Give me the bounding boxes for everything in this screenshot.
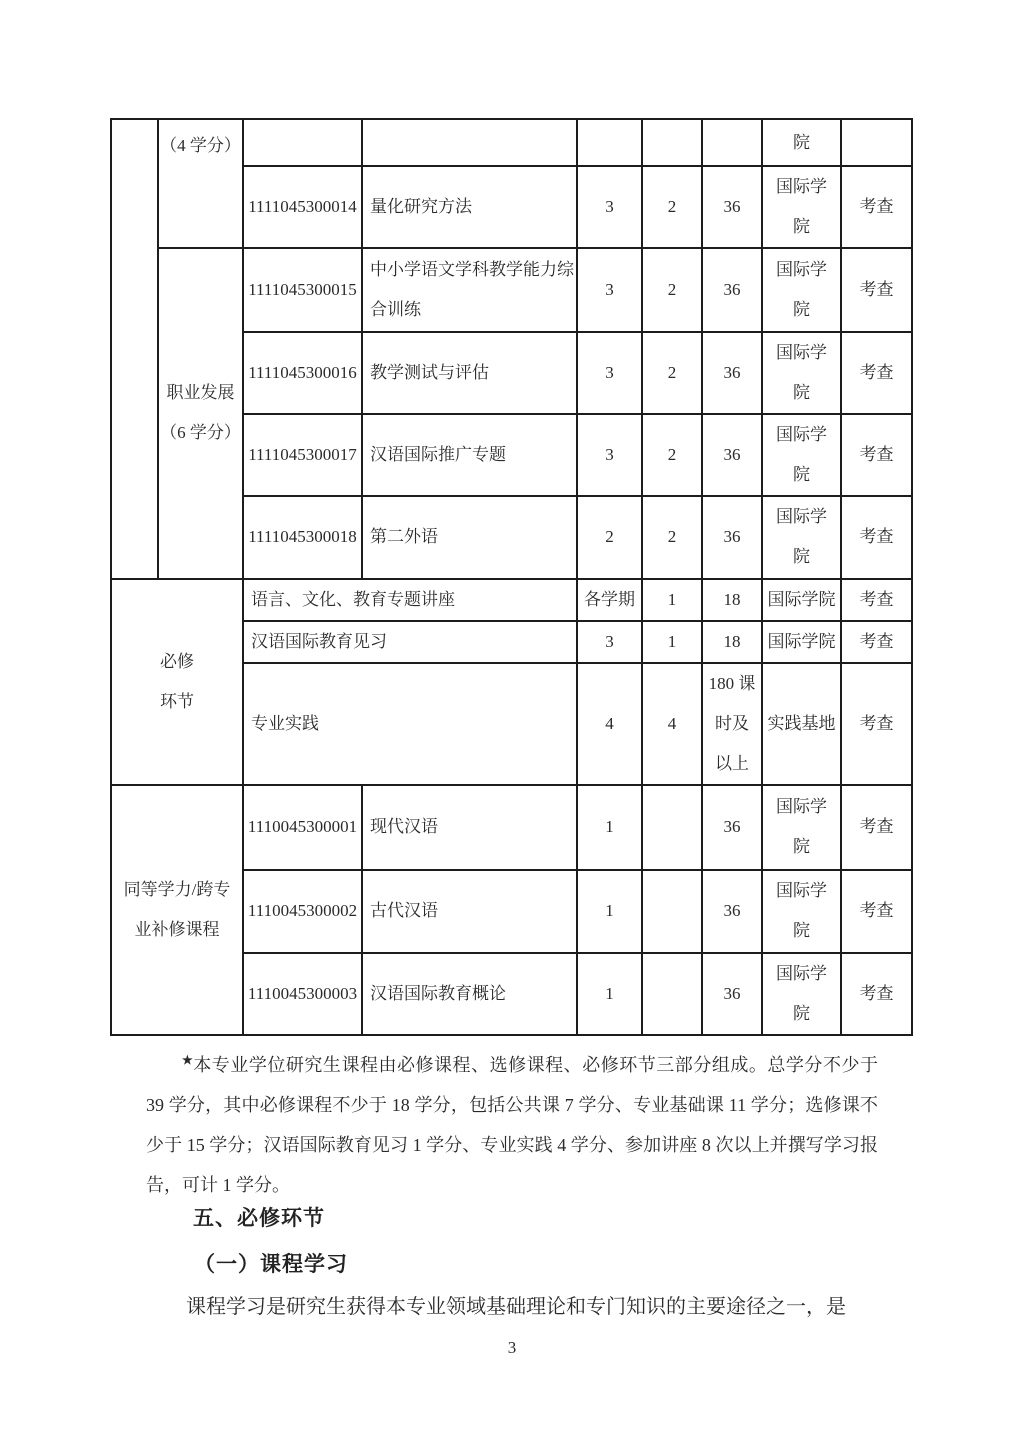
course-name-cell: 汉语国际教育见习 — [243, 621, 577, 663]
group-label-text: 职业发展 — [166, 383, 235, 403]
department-text: 国际学院 — [776, 177, 827, 236]
department-text: 国际学院 — [776, 424, 827, 484]
assessment-cell: 考查 — [841, 621, 912, 663]
course-code-cell: 1110045300003 — [243, 953, 362, 1035]
credits-cell — [642, 785, 702, 870]
semester-cell: 3 — [577, 414, 642, 496]
hours-cell — [702, 663, 762, 785]
semester-cell: 3 — [577, 166, 642, 248]
course-name-cell: 专业实践 — [243, 663, 577, 785]
course-name-cell: 教学测试与评估 — [362, 332, 577, 414]
group-label-text: 环节 — [160, 691, 194, 711]
department-cell — [762, 248, 841, 332]
assessment-cell: 考查 — [841, 785, 912, 870]
star-marker: ★ — [182, 1053, 194, 1067]
semester-cell: 3 — [577, 332, 642, 414]
empty-cell — [841, 119, 912, 166]
footnote-text: 本专业学位研究生课程由必修课程、选修课程、必修环节三部分组成。总学分不少于 — [193, 1055, 878, 1075]
department-cell — [762, 332, 841, 414]
department-cell — [762, 870, 841, 953]
hours-cell: 36 — [702, 166, 762, 248]
section-heading: 五、必修环节 — [193, 1207, 325, 1230]
hours-cell: 18 — [702, 579, 762, 621]
table-row — [111, 248, 912, 332]
assessment-cell: 考查 — [841, 663, 912, 785]
hours-cell: 36 — [702, 414, 762, 496]
semester-cell: 4 — [577, 663, 642, 785]
group-label-equivalency-makeup — [111, 785, 243, 1035]
department-cell — [762, 953, 841, 1035]
table-row — [111, 119, 912, 166]
assessment-cell: 考查 — [841, 166, 912, 248]
group-label-text: （4 学分） — [160, 136, 241, 155]
hours-cell: 36 — [702, 870, 762, 953]
footnote-line: 39 学分，其中必修课程不少于 18 学分，包括公共课 7 学分、专业基础课 11 学分；选修课不 — [146, 1095, 878, 1115]
group-label-text: 业补修课程 — [134, 919, 220, 939]
table-row — [111, 785, 912, 870]
credits-cell — [642, 870, 702, 953]
hours-cell: 36 — [702, 785, 762, 870]
body-paragraph: 课程学习是研究生获得本专业领域基础理论和专门知识的主要途径之一，是 — [186, 1296, 846, 1318]
hours-cell: 36 — [702, 496, 762, 579]
group-label-4-credits — [158, 119, 243, 248]
department-cell — [762, 785, 841, 870]
semester-cell: 3 — [577, 621, 642, 663]
department-cell: 实践基地 — [762, 663, 841, 785]
assessment-cell: 考查 — [841, 953, 912, 1035]
credits-cell: 2 — [642, 496, 702, 579]
credits-cell: 2 — [642, 248, 702, 332]
department-text: 国际学院 — [776, 963, 827, 1023]
course-code-cell: 1111045300017 — [243, 414, 362, 496]
assessment-cell: 考查 — [841, 870, 912, 953]
group-label-required-module — [111, 579, 243, 785]
assessment-cell: 考查 — [841, 332, 912, 414]
group-label-career-development — [158, 248, 243, 579]
course-code-cell: 1111045300014 — [243, 166, 362, 248]
empty-cell — [642, 119, 702, 166]
course-name-cell: 汉语国际教育概论 — [362, 953, 577, 1035]
semester-cell: 1 — [577, 953, 642, 1035]
assessment-cell: 考查 — [841, 414, 912, 496]
hours-cell: 36 — [702, 953, 762, 1035]
course-plan-table — [110, 118, 913, 1036]
course-name-cell: 中小学语文学科教学能力综合训练 — [362, 248, 577, 332]
course-code-cell: 1110045300002 — [243, 870, 362, 953]
assessment-cell: 考查 — [841, 248, 912, 332]
subsection-heading: （一）课程学习 — [194, 1253, 348, 1276]
course-name-cell: 语言、文化、教育专题讲座 — [243, 579, 577, 621]
footnote — [146, 1040, 878, 1205]
footnote-line: 告，可计 1 学分。 — [146, 1175, 290, 1195]
semester-cell: 各学期 — [577, 579, 642, 621]
course-code-cell: 1111045300015 — [243, 248, 362, 332]
table-row — [111, 579, 912, 621]
empty-cell — [702, 119, 762, 166]
course-code-cell: 1111045300016 — [243, 332, 362, 414]
credits-cell: 4 — [642, 663, 702, 785]
credits-cell: 1 — [642, 579, 702, 621]
semester-cell: 2 — [577, 496, 642, 579]
semester-cell: 3 — [577, 248, 642, 332]
credits-cell: 2 — [642, 166, 702, 248]
department-cell — [762, 166, 841, 248]
department-text: 国际学院 — [776, 342, 827, 402]
department-cell — [762, 496, 841, 579]
department-cell — [762, 414, 841, 496]
department-cell: 国际学院 — [762, 621, 841, 663]
course-code-cell: 1111045300018 — [243, 496, 362, 579]
course-name-cell: 第二外语 — [362, 496, 577, 579]
hours-text: 180 课时及以上 — [708, 673, 756, 773]
course-name-cell: 古代汉语 — [362, 870, 577, 953]
hours-cell: 36 — [702, 248, 762, 332]
credits-cell: 2 — [642, 332, 702, 414]
footnote-line — [146, 1040, 878, 1085]
course-code-cell: 1110045300001 — [243, 785, 362, 870]
empty-cell — [362, 119, 577, 166]
department-text: 国际学院 — [776, 881, 827, 941]
credits-cell: 2 — [642, 414, 702, 496]
department-text: 国际学院 — [776, 259, 827, 319]
credits-cell — [642, 953, 702, 1035]
assessment-cell: 考查 — [841, 496, 912, 579]
hours-cell: 36 — [702, 332, 762, 414]
credits-cell: 1 — [642, 621, 702, 663]
empty-cell — [577, 119, 642, 166]
empty-cell — [243, 119, 362, 166]
page-number: 3 — [507, 1338, 517, 1357]
semester-cell: 1 — [577, 785, 642, 870]
group-label-text: 必修 — [160, 651, 194, 671]
semester-cell: 1 — [577, 870, 642, 953]
footnote-line: 少于 15 学分；汉语国际教育见习 1 学分、专业实践 4 学分、参加讲座 8 次以上并撰写学习报 — [146, 1135, 878, 1155]
course-name-cell: 现代汉语 — [362, 785, 577, 870]
group-label-text: （6 学分） — [160, 423, 241, 443]
department-text: 国际学院 — [776, 797, 827, 857]
course-name-cell: 汉语国际推广专题 — [362, 414, 577, 496]
hours-cell: 18 — [702, 621, 762, 663]
course-name-cell: 量化研究方法 — [362, 166, 577, 248]
department-cell: 国际学院 — [762, 579, 841, 621]
department-text: 国际学院 — [776, 507, 827, 567]
group-label-text: 同等学力/跨专 — [123, 879, 231, 899]
assessment-cell: 考查 — [841, 579, 912, 621]
department-cell: 院 — [762, 119, 841, 166]
category-cell-empty — [111, 119, 158, 579]
